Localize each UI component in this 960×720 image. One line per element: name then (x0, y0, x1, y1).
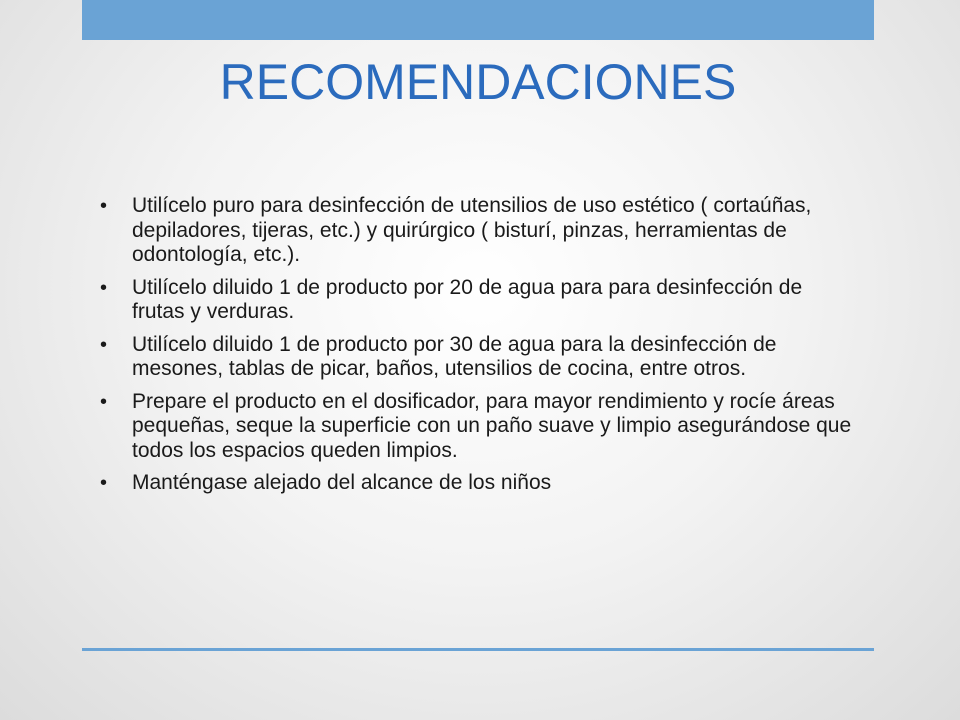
bullet-icon: • (100, 390, 108, 413)
bullet-list (100, 194, 860, 504)
top-accent-bar (82, 0, 874, 40)
bullet-icon: • (100, 195, 108, 217)
bullet-text: Utilícelo puro para desinfección de utensilios de uso estético ( cortaúñas, depiladores, tijeras, etc.) y quirúrgico ( bisturí, pinzas, herramientas de odontología, etc.). (132, 194, 812, 266)
slide-title: RECOMENDACIONES (219, 54, 737, 110)
bullet-text: Utilícelo diluido 1 de producto por 20 de agua para para desinfección de frutas y verduras. (132, 275, 803, 323)
bullet-item (100, 471, 860, 496)
bullet-item (100, 333, 860, 382)
bullet-icon: • (100, 472, 108, 494)
bullet-icon: • (100, 276, 108, 299)
bullet-icon: • (100, 333, 108, 356)
bullet-item (100, 276, 860, 325)
bottom-divider (82, 648, 874, 651)
bullet-text: Prepare el producto en el dosificador, para mayor rendimiento y rocíe áreas pequeñas, seque la superficie con un paño suave y limpio asegurándose que todos los espacios queden limpios. (132, 389, 852, 462)
bullet-item (100, 194, 860, 268)
bullet-item (100, 390, 860, 464)
bullet-text: Utilícelo diluido 1 de producto por 30 de agua para la desinfección de mesones, tablas de picar, baños, utensilios de cocina, entre otros. (132, 332, 777, 380)
bullet-text: Manténgase alejado del alcance de los niños (132, 471, 552, 494)
